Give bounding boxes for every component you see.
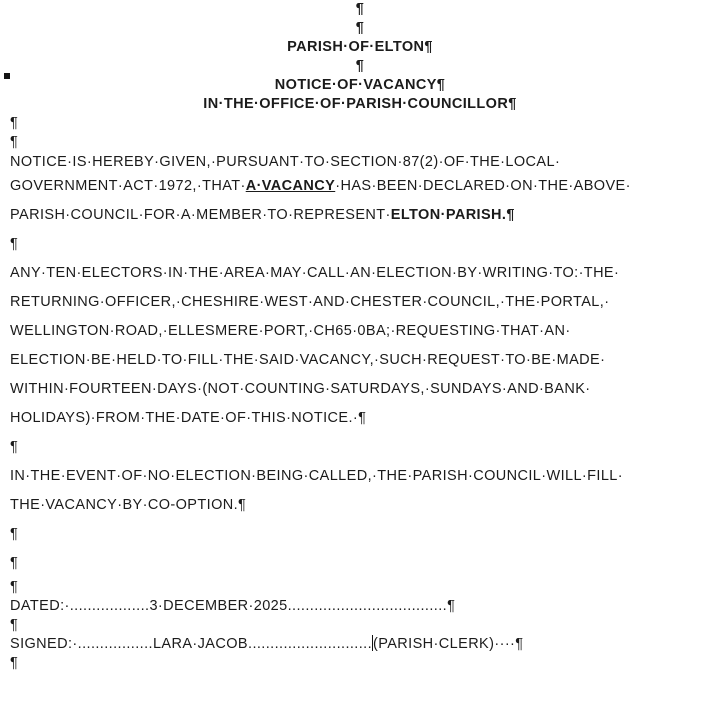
pilcrow-mark: ¶ — [436, 77, 446, 93]
pilcrow-mark: ¶ — [10, 236, 19, 252]
pilcrow-mark: ¶ — [447, 598, 456, 614]
doc-line-body[interactable] — [10, 201, 710, 230]
pilcrow-mark: ¶ — [424, 39, 433, 55]
doc-line-body[interactable] — [10, 172, 710, 201]
object-anchor-marker — [4, 73, 10, 79]
doc-line-dated[interactable] — [10, 597, 710, 616]
pilcrow-mark: ¶ — [358, 410, 367, 426]
doc-line-body[interactable] — [10, 317, 710, 346]
doc-line-body[interactable] — [10, 491, 710, 520]
title-text: PARISH·OF·ELTON — [287, 39, 425, 55]
text-run: WELLINGTON·ROAD,·ELLESMERE·PORT,·CH65·0BA;·REQUESTING·THAT·AN· — [10, 323, 571, 339]
office-heading-text: IN·THE·OFFICE·OF·PARISH·COUNCILLOR — [203, 96, 509, 112]
doc-line-empty[interactable] — [10, 230, 710, 259]
doc-line-empty[interactable] — [10, 19, 710, 38]
pilcrow-mark: ¶ — [355, 20, 365, 36]
text-run: NOTICE·IS·HEREBY·GIVEN,·PURSUANT·TO·SECTION·87(2)·OF·THE·LOCAL· — [10, 154, 561, 170]
dot-leader: ................. — [77, 636, 153, 652]
doc-line-empty[interactable] — [10, 654, 710, 673]
doc-line-signed[interactable] — [10, 635, 710, 654]
doc-line-body[interactable] — [10, 152, 710, 172]
pilcrow-mark: ¶ — [10, 439, 19, 455]
doc-line-body[interactable] — [10, 404, 710, 433]
text-run: PARISH·COUNCIL·FOR·A·MEMBER·TO·REPRESENT· — [10, 207, 391, 223]
pilcrow-mark: ¶ — [10, 134, 19, 150]
text-run: GOVERNMENT·ACT·1972,·THAT· — [10, 178, 246, 194]
text-run: ELECTION·BE·HELD·TO·FILL·THE·SAID·VACANCY,·SUCH·REQUEST·TO·BE·MADE· — [10, 352, 606, 368]
text-run: ·HAS·BEEN·DECLARED·ON·THE·ABOVE· — [335, 178, 631, 194]
pilcrow-mark: ¶ — [10, 617, 19, 633]
doc-line-body[interactable] — [10, 375, 710, 404]
doc-line-title[interactable] — [10, 38, 710, 57]
doc-line-body[interactable] — [10, 259, 710, 288]
pilcrow-mark: ¶ — [238, 497, 247, 513]
signed-role: (PARISH·CLERK) — [373, 636, 495, 652]
text-run: ANY·TEN·ELECTORS·IN·THE·AREA·MAY·CALL·AN·ELECTION·BY·WRITING·TO:·THE· — [10, 265, 620, 281]
signed-label: SIGNED:· — [10, 636, 78, 652]
signed-value: LARA·JACOB — [152, 636, 249, 652]
doc-line-empty[interactable] — [10, 549, 710, 578]
text-run-bold: ELTON·PARISH. — [390, 207, 507, 223]
doc-line-empty[interactable] — [10, 520, 710, 549]
notice-heading-text: NOTICE·OF·VACANCY — [274, 77, 437, 93]
pilcrow-mark: ¶ — [10, 526, 19, 542]
doc-line-body[interactable] — [10, 462, 710, 491]
text-run: IN·THE·EVENT·OF·NO·ELECTION·BEING·CALLED,·THE·PARISH·COUNCIL·WILL·FILL· — [10, 468, 624, 484]
doc-line-body[interactable] — [10, 288, 710, 317]
pilcrow-mark: ¶ — [10, 655, 19, 671]
doc-line-body[interactable] — [10, 346, 710, 375]
pilcrow-mark: ¶ — [10, 555, 19, 571]
text-run-bold-underline: A·VACANCY — [245, 178, 336, 194]
dot-leader: ............................ — [248, 636, 373, 652]
pilcrow-mark: ¶ — [515, 636, 524, 652]
doc-line-empty[interactable] — [10, 616, 710, 635]
text-run: WITHIN·FOURTEEN·DAYS·(NOT·COUNTING·SATURDAYS,·SUNDAYS·AND·BANK· — [10, 381, 591, 397]
doc-line-empty[interactable] — [10, 0, 710, 19]
pilcrow-mark: ¶ — [10, 115, 19, 131]
doc-line-notice-heading[interactable] — [10, 76, 710, 95]
pilcrow-mark: ¶ — [355, 58, 365, 74]
pilcrow-mark: ¶ — [10, 579, 19, 595]
doc-line-office-heading[interactable] — [10, 95, 710, 114]
dated-value: 3·DECEMBER·2025 — [149, 598, 288, 614]
doc-line-empty[interactable] — [10, 114, 710, 133]
pilcrow-mark: ¶ — [355, 1, 365, 17]
doc-line-empty[interactable] — [10, 578, 710, 597]
dot-leader: .................. — [69, 598, 150, 614]
doc-line-empty[interactable] — [10, 433, 710, 462]
text-run: RETURNING·OFFICER,·CHESHIRE·WEST·AND·CHESTER·COUNCIL,·THE·PORTAL,· — [10, 294, 610, 310]
pilcrow-mark: ¶ — [506, 207, 515, 223]
pilcrow-mark: ¶ — [508, 96, 517, 112]
text-run: HOLIDAYS)·FROM·THE·DATE·OF·THIS·NOTICE.· — [10, 410, 359, 426]
doc-line-empty[interactable] — [10, 57, 710, 76]
doc-line-empty[interactable] — [10, 133, 710, 152]
dated-label: DATED:· — [10, 598, 70, 614]
space-marks: ···· — [494, 636, 516, 652]
text-run: THE·VACANCY·BY·CO-OPTION. — [10, 497, 239, 513]
dot-leader: .................................... — [287, 598, 448, 614]
